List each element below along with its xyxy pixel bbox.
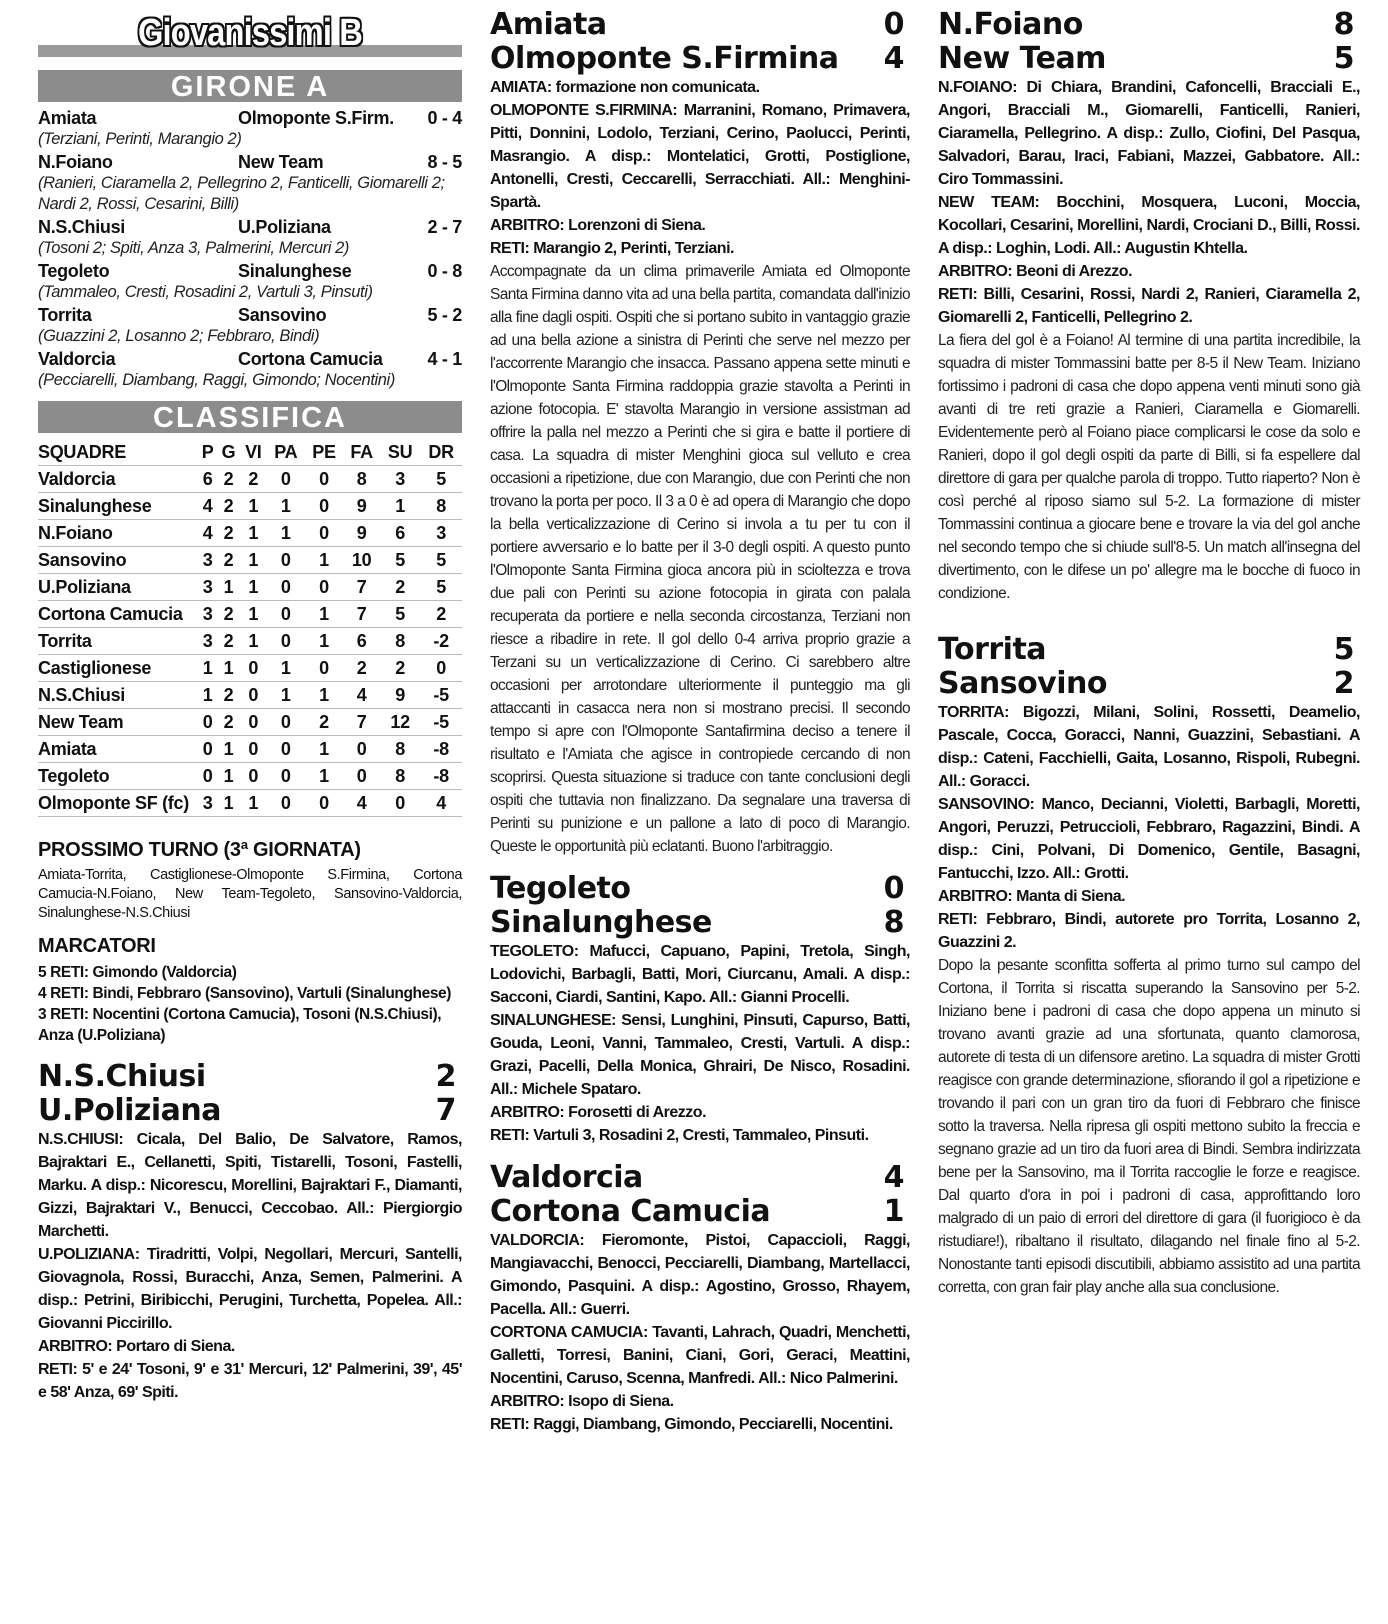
home-score: 8 <box>1333 7 1354 42</box>
result-scorers: (Guazzini 2, Losanno 2; Febbraro, Bindi) <box>38 327 320 345</box>
stat-cell: 10 <box>343 547 380 574</box>
stat-cell: 4 <box>343 790 380 817</box>
page-title-text: Giovanissimi B <box>137 12 363 54</box>
lineup-away: OLMOPONTE S.FIRMINA: Marranini, Romano, Primavera, Pitti, Donnini, Lodolo, Terziani, Cerino, Paolucci, Perinti, Masrangio. A disp.: Montelatici, Grotti, Postiglione, Antonelli, Cresti, Ceccarelli, Serracchiati. All.: Menghini-Spartà. <box>490 102 910 211</box>
classifica-heading: CLASSIFICA <box>38 401 462 433</box>
away-team: Cortona Camucia <box>238 349 383 369</box>
home-score: 0 <box>883 7 904 42</box>
middle-column <box>490 8 910 1436</box>
stat-cell: 2 <box>217 682 240 709</box>
stat-cell: 0 <box>305 655 344 682</box>
match-chiusi <box>38 1060 462 1404</box>
referee: ARBITRO: Lorenzoni di Siena. <box>490 217 706 234</box>
away-score: 7 <box>435 1093 456 1128</box>
standings-header-row <box>38 439 462 466</box>
stat-cell: 2 <box>380 655 420 682</box>
away-team: U.Poliziana <box>238 217 331 237</box>
scorer-line: 3 RETI: Nocentini (Cortona Camucia), Tosoni (N.S.Chiusi), Anza (U.Poliziana) <box>38 1006 442 1044</box>
stat-cell: 9 <box>343 493 380 520</box>
match-report: La fiera del gol è a Foiano! Al termine di una partita incredibile, la squadra di mister Tommassini batte per 8-5 il New Team. Iniziano fortissimo i padroni di casa che dopo appena venti minuti sono già avanti di tre reti grazie a Ranieri, Ciaramella e Giomarelli. Evidentemente però al Foiano piace complicarsi le cose da solo e Ranieri, dopo il gol degli ospiti da parte di Billi, si fa espellere dal direttore di gara per qualche parola di troppo. Tutto riaperto? Non è così perché al riposo siamo sul 5-2. La formazione di mister Tommassini continua a giocare bene e trovare la via del gol anche nel secondo tempo che si chiude sull'8-5. Un match all'insegna del divertimento, con le difese un po' allegre ma le bocche di fuoco in condizione. <box>938 332 1360 602</box>
stat-cell: 0 <box>305 520 344 547</box>
team-name-cell: Tegoleto <box>38 763 198 790</box>
result-scorers: (Ranieri, Ciaramella 2, Pellegrino 2, Fanticelli, Giomarelli 2; Nardi 2, Rossi, Cesarini, Billi) <box>38 174 445 213</box>
match-report: Dopo la pesante sconfitta sofferta al primo turno sul campo del Cortona, il Torrita si riscatta superando la Sansovino per 5-2. Iniziano bene i padroni di casa che dopo appena un minuto si trovano avanti grazie ad una sfortunata, quanto clamorosa, autorete di testa di un difensore aretino. La squadra di mister Grotti reagisce con grande determinazione, sfiorando il gol a ripetizione e trovando il pari con un gran tiro da fuori di Febbraro che finisce sotto la traversa. Nella ripresa gli ospiti mettono subito la freccia e segnano grazie ad un tiro da fuori area di Bindi. Sembra indirizzata bene per la Sansovino, ma il Torrita raccoglie le forze e reagisce. Dal quarto d'ora in poi i padroni di casa, approfittando loro malgrado di un paio di errori del direttore di gara (il fuorigioco è da ristudiare!), ribaltano il risultato, dilagando nel finale fino al 5-2. Nonostante tanti episodi discutibili, abbiamo assistito ad una partita corretta, con gran fair play anche alla sua conclusione. <box>938 957 1360 1296</box>
home-score: 0 <box>883 871 904 906</box>
stat-cell: 4 <box>420 790 462 817</box>
team-name-cell: New Team <box>38 709 198 736</box>
stat-cell: 1 <box>217 655 240 682</box>
stat-cell: 3 <box>380 466 420 493</box>
stat-cell: 2 <box>217 520 240 547</box>
result-scorers: (Tosoni 2; Spiti, Anza 3, Palmerini, Mercuri 2) <box>38 239 350 257</box>
table-row <box>38 736 462 763</box>
stat-cell: 0 <box>240 709 267 736</box>
stat-cell: 8 <box>380 628 420 655</box>
stat-cell: 8 <box>380 736 420 763</box>
table-row <box>38 763 462 790</box>
team-name-cell: Castiglionese <box>38 655 198 682</box>
home-score: 2 <box>435 1059 456 1094</box>
stat-cell: 2 <box>217 709 240 736</box>
home-team: Amiata <box>38 108 97 128</box>
goals: RETI: Febbraro, Bindi, autorete pro Torrita, Losanno 2, Guazzini 2. <box>938 911 1360 951</box>
stat-cell: 0 <box>343 736 380 763</box>
col-header: PA <box>267 439 305 466</box>
away-team: Sansovino <box>938 666 1107 701</box>
table-row <box>38 520 462 547</box>
stat-cell: 0 <box>305 466 344 493</box>
away-team: New Team <box>238 152 324 172</box>
stat-cell: 2 <box>240 466 267 493</box>
goals: RETI: Raggi, Diambang, Gimondo, Pecciarelli, Nocentini. <box>490 1416 893 1433</box>
match-away <box>38 1094 462 1128</box>
home-team: N.S.Chiusi <box>38 217 126 237</box>
stat-cell: 3 <box>198 790 217 817</box>
stat-cell: 4 <box>343 682 380 709</box>
col-header: PE <box>305 439 344 466</box>
team-name-cell: Amiata <box>38 736 198 763</box>
away-team: Sinalunghese <box>490 905 712 940</box>
stat-cell: 6 <box>343 628 380 655</box>
stat-cell: 3 <box>198 628 217 655</box>
result-row <box>38 108 462 129</box>
team-name-cell: Sinalunghese <box>38 493 198 520</box>
result-scorers: (Terziani, Perinti, Marangio 2) <box>38 130 242 148</box>
lineup-away: CORTONA CAMUCIA: Tavanti, Lahrach, Quadri, Menchetti, Galletti, Torresi, Banini, Ciani, Gori, Geraci, Meattini, Nocentini, Caruso, Scenna, Manfredi. All.: Nico Palmerini. <box>490 1324 910 1387</box>
team-name-cell: Torrita <box>38 628 198 655</box>
away-team: Sansovino <box>238 305 327 325</box>
col-header: G <box>217 439 240 466</box>
goals: RETI: Vartuli 3, Rosadini 2, Cresti, Tammaleo, Pinsuti. <box>490 1127 869 1144</box>
stat-cell: 0 <box>267 628 305 655</box>
match-report: Accompagnate da un clima primaverile Amiata ed Olmoponte Santa Firmina danno vita ad una bella partita, comandata dall'inizio alla fine dagli ospiti. Ospiti che si portano subito in vantaggio grazie ad una bella azione a sinistra di Perinti che serve nel mezzo per l'accorrente Marangio che insacca. Passano appena sette minuti e l'Olmoponte Santa Firmina raddoppia grazie stavolta a Perinti in azione fotocopia. E' stavolta Marangio in versione assistman ad offrire la palla nel mezzo a Perinti che si gira e batte il portiere di casa. La squadra di mister Menghini gioca sul velluto e crea occasioni a ripetizione, due con Marangio, due con Perinti che non trovano la porta per poco. Il 3 a 0 è ad opera di Marangio che dopo la bella verticalizzazione di Cerino si invola a tu per tu con il portiere avversario e lo batte per il 3-0 degli ospiti. A questo punto l'Olmoponte Santa Firmina gioca ancora più in scioltezza e trova due pali con Perinti su azione fotocopia in girata con palala recuperata da portiere e nella seconda circostanza, Terziani non riesce a ribadire in rete. Il gol dello 0-4 arriva proprio grazie a Terzani su un verticalizzazione di Cerino. Ci sarebbero altre occasioni per arrotondare ulteriormente il punteggio ma gli attaccanti in casacca nera non si mostrano precisi. Il secondo tempo si apre con l'Olmoponte Santafirmina deciso a tenere il risultato e l'Amiata che agisce in contropiede cercando di non scoprirsi. Questa situazione si traduce con tante conclusioni degli ospiti che tuttavia non finalizzano. Da segnalare una traversa di Perinti su punizione e un pallone a lato di poco di Marangio. Queste le opportunità più eclatanti. Buono l'arbitraggio. <box>490 263 910 855</box>
page-title <box>38 8 462 60</box>
team-name-cell: Valdorcia <box>38 466 198 493</box>
match-away <box>938 667 1360 701</box>
stat-cell: 1 <box>240 493 267 520</box>
stat-cell: 0 <box>305 790 344 817</box>
col-header: P <box>198 439 217 466</box>
result-scorers: (Pecciarelli, Diambang, Raggi, Gimondo; Nocentini) <box>38 371 395 389</box>
away-score: 4 <box>883 41 904 76</box>
stat-cell: 0 <box>267 763 305 790</box>
stat-cell: 0 <box>343 763 380 790</box>
referee: ARBITRO: Portaro di Siena. <box>38 1338 235 1355</box>
match-home <box>490 1161 910 1195</box>
col-header: FA <box>343 439 380 466</box>
result-row <box>38 152 462 173</box>
next-round-heading: PROSSIMO TURNO (3ª GIORNATA) <box>38 839 361 861</box>
lineup-home: VALDORCIA: Fieromonte, Pistoi, Capaccioli, Raggi, Mangiavacchi, Benocci, Pecciarelli, Diambang, Martellacci, Gimondo, Pasquini. A disp.: Agostino, Grosso, Rhayem, Pacella. All.: Guerri. <box>490 1232 910 1318</box>
score: 0 - 8 <box>427 261 462 281</box>
stat-cell: 1 <box>217 790 240 817</box>
stat-cell: 1 <box>267 682 305 709</box>
stat-cell: 0 <box>305 574 344 601</box>
home-team: Valdorcia <box>38 349 116 369</box>
stat-cell: 0 <box>267 736 305 763</box>
result-row <box>38 217 462 238</box>
left-column <box>38 8 462 1404</box>
result-row <box>38 349 462 370</box>
stat-cell: -5 <box>420 682 462 709</box>
stat-cell: 0 <box>240 682 267 709</box>
stat-cell: 5 <box>380 547 420 574</box>
table-row <box>38 790 462 817</box>
stat-cell: -8 <box>420 736 462 763</box>
result-scorers: (Tammaleo, Cresti, Rosadini 2, Vartuli 3, Pinsuti) <box>38 283 373 301</box>
stat-cell: 7 <box>343 601 380 628</box>
stat-cell: 0 <box>198 763 217 790</box>
table-row <box>38 574 462 601</box>
stat-cell: 2 <box>217 601 240 628</box>
away-team: Olmoponte S.Firmina <box>490 41 839 76</box>
stat-cell: 0 <box>267 466 305 493</box>
stat-cell: 1 <box>305 628 344 655</box>
stat-cell: 1 <box>240 601 267 628</box>
stat-cell: 2 <box>305 709 344 736</box>
table-row <box>38 655 462 682</box>
stat-cell: 0 <box>267 547 305 574</box>
referee: ARBITRO: Manta di Siena. <box>938 888 1126 905</box>
away-score: 8 <box>883 905 904 940</box>
stat-cell: 2 <box>217 493 240 520</box>
table-row <box>38 682 462 709</box>
home-score: 5 <box>1333 632 1354 667</box>
stat-cell: 1 <box>305 601 344 628</box>
table-row <box>38 547 462 574</box>
stat-cell: 0 <box>240 655 267 682</box>
home-team: Torrita <box>938 632 1047 667</box>
table-row <box>38 601 462 628</box>
score: 8 - 5 <box>427 152 462 172</box>
stat-cell: 1 <box>217 736 240 763</box>
away-team: New Team <box>938 41 1106 76</box>
match-away <box>490 906 910 940</box>
score: 0 - 4 <box>427 108 462 128</box>
stat-cell: 1 <box>240 520 267 547</box>
match-foiano <box>938 8 1360 605</box>
stat-cell: 5 <box>420 574 462 601</box>
col-header: DR <box>420 439 462 466</box>
away-team: Cortona Camucia <box>490 1194 771 1229</box>
stat-cell: 2 <box>420 601 462 628</box>
stat-cell: 3 <box>198 547 217 574</box>
goals: RETI: Marangio 2, Perinti, Terziani. <box>490 240 734 257</box>
goals: RETI: Billi, Cesarini, Rossi, Nardi 2, Ranieri, Ciaramella 2, Giomarelli 2, Fanticelli, Pellegrino 2. <box>938 286 1360 326</box>
stat-cell: 2 <box>217 547 240 574</box>
match-home <box>938 633 1360 667</box>
table-row <box>38 466 462 493</box>
lineup-away: NEW TEAM: Bocchini, Mosquera, Luconi, Moccia, Kocollari, Cesarini, Morellini, Nardi, Crociani D., Billi, Rossi. A disp.: Loghin, Lodi. All.: Augustin Khtella. <box>938 194 1360 257</box>
stat-cell: 3 <box>198 601 217 628</box>
lineup-away: SINALUNGHESE: Sensi, Lunghini, Pinsuti, Capurso, Batti, Gouda, Leoni, Vanni, Tammaleo, Cresti, Vartuli. A disp.: Grazi, Pacelli, Della Monica, Ghrairi, De Nisco, Rosadini. All.: Michele Spataro. <box>490 1012 910 1098</box>
stat-cell: 5 <box>380 601 420 628</box>
home-team: Valdorcia <box>490 1160 643 1195</box>
stat-cell: 3 <box>198 574 217 601</box>
right-column <box>938 8 1360 1313</box>
stat-cell: 1 <box>305 763 344 790</box>
girone-heading: GIRONE A <box>38 70 462 102</box>
stat-cell: 1 <box>305 547 344 574</box>
col-header: VI <box>240 439 267 466</box>
home-team: Torrita <box>38 305 92 325</box>
away-team: Olmoponte S.Firm. <box>238 108 394 128</box>
stat-cell: 1 <box>217 763 240 790</box>
stat-cell: 1 <box>198 682 217 709</box>
lineup-home: N.FOIANO: Di Chiara, Brandini, Cafoncelli, Bracciali E., Angori, Bracciali M., Giomarelli, Fanticelli, Ranieri, Ciaramella, Pellegrino. A disp.: Zullo, Ciofini, Del Pasqua, Salvadori, Barau, Iraci, Fabiani, Mazzei, Gabbatore. All.: Ciro Tommassini. <box>938 79 1360 188</box>
match-torrita <box>938 633 1360 1299</box>
stat-cell: 0 <box>267 790 305 817</box>
away-score: 2 <box>1333 666 1354 701</box>
lineup-home: N.S.CHIUSI: Cicala, Del Balio, De Salvatore, Ramos, Bajraktari E., Cellanetti, Spiti, Tistarelli, Tosoni, Fastelli, Marku. A disp.: Nicorescu, Morellini, Bajraktari F., Diamanti, Gizzi, Bajraktari V., Benucci, Ceccobao. All.: Piergiorgio Marchetti. <box>38 1131 462 1240</box>
referee: ARBITRO: Beoni di Arezzo. <box>938 263 1133 280</box>
stat-cell: 1 <box>267 493 305 520</box>
away-score: 5 <box>1333 41 1354 76</box>
away-team: Sinalunghese <box>238 261 352 281</box>
team-name-cell: Olmoponte SF (fc) <box>38 790 198 817</box>
scorer-line: 5 RETI: Gimondo (Valdorcia) <box>38 964 237 981</box>
table-row <box>38 493 462 520</box>
standings-table <box>38 439 462 817</box>
stat-cell: 1 <box>217 574 240 601</box>
stat-cell: 9 <box>380 682 420 709</box>
match-tegoleto <box>490 872 910 1147</box>
team-name-cell: Cortona Camucia <box>38 601 198 628</box>
table-row <box>38 709 462 736</box>
stat-cell: 1 <box>305 682 344 709</box>
stat-cell: 8 <box>380 763 420 790</box>
away-team: U.Poliziana <box>38 1093 222 1128</box>
match-home <box>938 8 1360 42</box>
score: 4 - 1 <box>427 349 462 369</box>
match-away <box>490 42 910 76</box>
lineup-home: TEGOLETO: Mafucci, Capuano, Papini, Tretola, Singh, Lodovichi, Barbagli, Batti, Mori, Ciurcanu, Amali. A disp.: Sacconi, Ciardi, Santini, Kapo. All.: Gianni Procelli. <box>490 943 910 1006</box>
stat-cell: 0 <box>198 736 217 763</box>
stat-cell: 5 <box>420 547 462 574</box>
stat-cell: 2 <box>217 466 240 493</box>
home-team: Tegoleto <box>38 261 110 281</box>
match-home <box>490 8 910 42</box>
stat-cell: 0 <box>420 655 462 682</box>
stat-cell: 1 <box>267 520 305 547</box>
stat-cell: 12 <box>380 709 420 736</box>
stat-cell: 1 <box>240 790 267 817</box>
stat-cell: 0 <box>267 574 305 601</box>
stat-cell: 0 <box>380 790 420 817</box>
match-valdorcia <box>490 1161 910 1436</box>
stat-cell: 7 <box>343 574 380 601</box>
stat-cell: 5 <box>420 466 462 493</box>
stat-cell: 9 <box>343 520 380 547</box>
match-home <box>490 872 910 906</box>
result-row <box>38 305 462 326</box>
results-list <box>38 108 462 391</box>
stat-cell: 1 <box>267 655 305 682</box>
stat-cell: 0 <box>267 601 305 628</box>
stat-cell: -2 <box>420 628 462 655</box>
home-team: N.Foiano <box>938 7 1083 42</box>
stat-cell: 7 <box>343 709 380 736</box>
lineup-away: SANSOVINO: Manco, Decianni, Violetti, Barbagli, Moretti, Angori, Peruzzi, Petruccioli, Febbraro, Ragazzini, Bindi. A disp.: Cini, Polvani, Di Domenico, Gentile, Basagni, Fantucchi, Izzo. All.: Grotti. <box>938 796 1360 882</box>
match-home <box>38 1060 462 1094</box>
home-score: 4 <box>883 1160 904 1195</box>
next-round-text: Amiata-Torrita, Castiglionese-Olmoponte S.Firmina, Cortona Camucia-N.Foiano, New Team-Tegoleto, Sansovino-Valdorcia, Sinalunghese-N.S.Chiusi <box>38 867 462 921</box>
match-away <box>490 1195 910 1229</box>
goals: RETI: 5' e 24' Tosoni, 9' e 31' Mercuri, 12' Palmerini, 39', 45' e 58' Anza, 69' Spiti. <box>38 1361 462 1401</box>
score: 5 - 2 <box>427 305 462 325</box>
score: 2 - 7 <box>427 217 462 237</box>
col-header: SQUADRE <box>38 439 198 466</box>
stat-cell: 0 <box>240 763 267 790</box>
home-team: N.Foiano <box>38 152 113 172</box>
lineup-home: TORRITA: Bigozzi, Milani, Solini, Rossetti, Deamelio, Pascale, Cocca, Goracci, Nanni, Guazzini, Sebastiani. A disp.: Cateni, Facchielli, Gaita, Losanno, Rispoli, Rubegni. All.: Goracci. <box>938 704 1360 790</box>
stat-cell: 8 <box>343 466 380 493</box>
team-name-cell: N.Foiano <box>38 520 198 547</box>
stat-cell: 2 <box>217 628 240 655</box>
lineup-home: AMIATA: formazione non comunicata. <box>490 79 760 96</box>
stat-cell: 6 <box>198 466 217 493</box>
stat-cell: -8 <box>420 763 462 790</box>
stat-cell: 1 <box>240 628 267 655</box>
stat-cell: 0 <box>198 709 217 736</box>
scorer-line: 4 RETI: Bindi, Febbraro (Sansovino), Vartuli (Sinalunghese) <box>38 985 452 1002</box>
stat-cell: -5 <box>420 709 462 736</box>
standings-body <box>38 466 462 817</box>
match-amiata <box>490 8 910 858</box>
stat-cell: 6 <box>380 520 420 547</box>
home-team: N.S.Chiusi <box>38 1059 206 1094</box>
stat-cell: 0 <box>240 736 267 763</box>
stat-cell: 4 <box>198 520 217 547</box>
team-name-cell: U.Poliziana <box>38 574 198 601</box>
stat-cell: 1 <box>240 547 267 574</box>
referee: ARBITRO: Forosetti di Arezzo. <box>490 1104 707 1121</box>
referee: ARBITRO: Isopo di Siena. <box>490 1393 674 1410</box>
scorers-heading: MARCATORI <box>38 935 156 957</box>
stat-cell: 1 <box>305 736 344 763</box>
stat-cell: 1 <box>380 493 420 520</box>
scorers-list <box>38 962 462 1046</box>
stat-cell: 1 <box>240 574 267 601</box>
col-header: SU <box>380 439 420 466</box>
team-name-cell: N.S.Chiusi <box>38 682 198 709</box>
match-away <box>938 42 1360 76</box>
stat-cell: 2 <box>380 574 420 601</box>
stat-cell: 2 <box>343 655 380 682</box>
stat-cell: 8 <box>420 493 462 520</box>
away-score: 1 <box>883 1194 904 1229</box>
table-row <box>38 628 462 655</box>
result-row <box>38 261 462 282</box>
stat-cell: 3 <box>420 520 462 547</box>
stat-cell: 1 <box>198 655 217 682</box>
stat-cell: 4 <box>198 493 217 520</box>
home-team: Amiata <box>490 7 607 42</box>
stat-cell: 0 <box>305 493 344 520</box>
lineup-away: U.POLIZIANA: Tiradritti, Volpi, Negollari, Mercuri, Santelli, Giovagnola, Rossi, Buracchi, Anza, Semen, Palmerini. A disp.: Petrini, Biribicchi, Perugini, Turchetta, Popelea. All.: Giovanni Piccirillo. <box>38 1246 462 1332</box>
home-team: Tegoleto <box>490 871 631 906</box>
stat-cell: 0 <box>267 709 305 736</box>
team-name-cell: Sansovino <box>38 547 198 574</box>
